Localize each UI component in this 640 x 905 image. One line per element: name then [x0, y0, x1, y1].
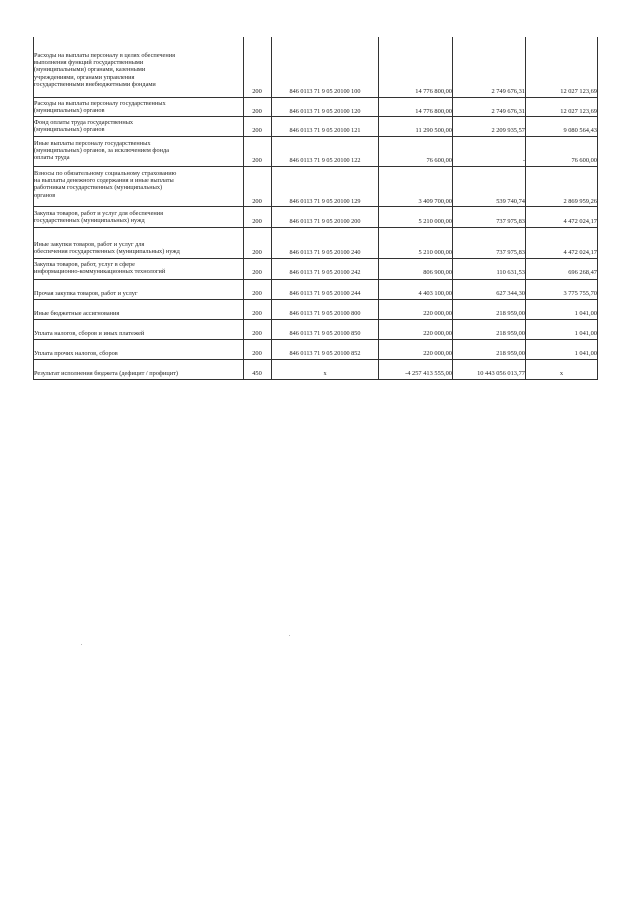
row-name: Закупка товаров, работ и услуг для обеспечения государственных (муниципальных) нужд [34, 210, 164, 225]
row-exec: 627 344,30 [496, 290, 525, 297]
row-plan: 220 000,00 [423, 330, 452, 337]
row-divider [33, 227, 598, 228]
table-border-left [33, 37, 34, 380]
row-kbk: 846 0113 71 9 05 20100 800 [289, 310, 361, 317]
row-plan: 3 409 700,00 [418, 198, 452, 205]
row-kbk: x [323, 370, 327, 377]
row-plan: 5 210 000,00 [418, 218, 452, 225]
row-name: Расходы на выплаты персоналу в целях обеспечения выполнения функций государственными (муниципальными) органами, казенными учреждениями, органами управления государственными внебюджетными фондами [34, 52, 175, 88]
row-divider [33, 279, 598, 280]
row-name: Результат исполнения бюджета (дефицит / профицит) [34, 370, 178, 377]
row-rest: 696 268,47 [568, 269, 597, 276]
row-kbk: 846 0113 71 9 05 20100 129 [289, 198, 361, 205]
row-exec: 2 749 676,31 [491, 88, 525, 95]
row-code: 200 [252, 249, 262, 256]
row-exec: 737 975,83 [496, 249, 525, 256]
row-plan: 14 776 800,00 [415, 88, 452, 95]
row-code: 200 [252, 269, 262, 276]
row-kbk: 846 0113 71 9 05 20100 850 [289, 330, 361, 337]
row-code: 200 [252, 127, 262, 134]
row-kbk: 846 0113 71 9 05 20100 120 [289, 108, 361, 115]
row-code: 200 [252, 330, 262, 337]
row-code: 200 [252, 218, 262, 225]
row-code: 200 [252, 198, 262, 205]
row-name: Расходы на выплаты персоналу государственных (муниципальных) органов [34, 100, 166, 115]
row-rest: 9 080 564,43 [563, 127, 597, 134]
row-kbk: 846 0113 71 9 05 20100 121 [289, 127, 361, 134]
row-plan: 220 000,00 [423, 350, 452, 357]
scan-speck [81, 644, 82, 645]
row-rest: 76 600,00 [571, 157, 597, 164]
row-divider [33, 97, 598, 98]
row-rest: 2 869 959,26 [563, 198, 597, 205]
row-kbk: 846 0113 71 9 05 20100 242 [289, 269, 361, 276]
row-plan: 5 210 000,00 [418, 249, 452, 256]
row-kbk: 846 0113 71 9 05 20100 240 [289, 249, 361, 256]
row-rest: 4 472 024,17 [563, 249, 597, 256]
row-rest: 12 027 123,69 [560, 88, 597, 95]
row-kbk: 846 0113 71 9 05 20100 100 [289, 88, 361, 95]
row-exec: 10 443 056 013,77 [477, 370, 525, 377]
row-exec: - [522, 157, 525, 164]
row-name: Уплата прочих налогов, сборов [34, 350, 118, 357]
row-divider [33, 299, 598, 300]
row-divider [33, 319, 598, 320]
row-plan: 76 600,00 [426, 157, 452, 164]
table-border-right [597, 37, 598, 380]
row-code: 450 [252, 370, 262, 377]
row-name: Прочая закупка товаров, работ и услуг [34, 290, 138, 297]
row-divider [33, 116, 598, 117]
row-code: 200 [252, 157, 262, 164]
row-rest: x [559, 370, 564, 377]
row-exec: 218 959,00 [496, 330, 525, 337]
row-plan: 220 000,00 [423, 310, 452, 317]
row-name: Иные выплаты персоналу государственных (муниципальных) органов, за исключением фонда оплаты труда [34, 140, 170, 162]
row-name: Иные закупки товаров, работ и услуг для обеспечения государственных (муниципальных) нужд [34, 241, 180, 256]
row-exec: 218 959,00 [496, 310, 525, 317]
row-exec: 2 209 935,57 [491, 127, 525, 134]
row-divider [33, 258, 598, 259]
row-kbk: 846 0113 71 9 05 20100 200 [289, 218, 361, 225]
row-exec: 539 740,74 [496, 198, 525, 205]
row-name: Закупка товаров, работ, услуг в сфере информационно-коммуникационных технологий [34, 261, 166, 276]
row-code: 200 [252, 310, 262, 317]
row-divider [33, 359, 598, 360]
row-kbk: 846 0113 71 9 05 20100 122 [289, 157, 361, 164]
row-rest: 4 472 024,17 [563, 218, 597, 225]
row-kbk: 846 0113 71 9 05 20100 852 [289, 350, 361, 357]
row-divider [33, 136, 598, 137]
row-plan: 806 900,00 [423, 269, 452, 276]
table-border-bottom [33, 379, 598, 380]
row-exec: 2 749 676,31 [491, 108, 525, 115]
row-kbk: 846 0113 71 9 05 20100 244 [289, 290, 361, 297]
row-exec: 218 959,00 [496, 350, 525, 357]
row-plan: 4 403 100,00 [418, 290, 452, 297]
row-code: 200 [252, 108, 262, 115]
row-name: Фонд оплаты труда государственных (муниципальных) органов [34, 119, 134, 134]
row-name: Иные бюджетные ассигнования [34, 310, 120, 317]
row-plan: 11 290 500,00 [415, 127, 452, 134]
row-rest: 3 775 755,70 [563, 290, 597, 297]
row-name: Уплата налогов, сборов и иных платежей [34, 330, 145, 337]
row-rest: 1 041,00 [574, 350, 597, 357]
row-plan: 14 776 800,00 [415, 108, 452, 115]
scan-speck [289, 635, 290, 636]
row-divider [33, 166, 598, 167]
row-code: 200 [252, 88, 262, 95]
row-plan: -4 257 413 555,00 [405, 370, 452, 377]
row-divider [33, 206, 598, 207]
row-rest: 1 041,00 [574, 330, 597, 337]
row-divider [33, 339, 598, 340]
row-rest: 12 027 123,69 [560, 108, 597, 115]
row-exec: 110 631,53 [496, 269, 525, 276]
row-rest: 1 041,00 [574, 310, 597, 317]
row-name: Взносы по обязательному социальному страхованию на выплаты денежного содержания и иные выплаты работникам государственных (муниципальных) органов [34, 170, 177, 199]
row-exec: 737 975,83 [496, 218, 525, 225]
row-code: 200 [252, 290, 262, 297]
row-code: 200 [252, 350, 262, 357]
